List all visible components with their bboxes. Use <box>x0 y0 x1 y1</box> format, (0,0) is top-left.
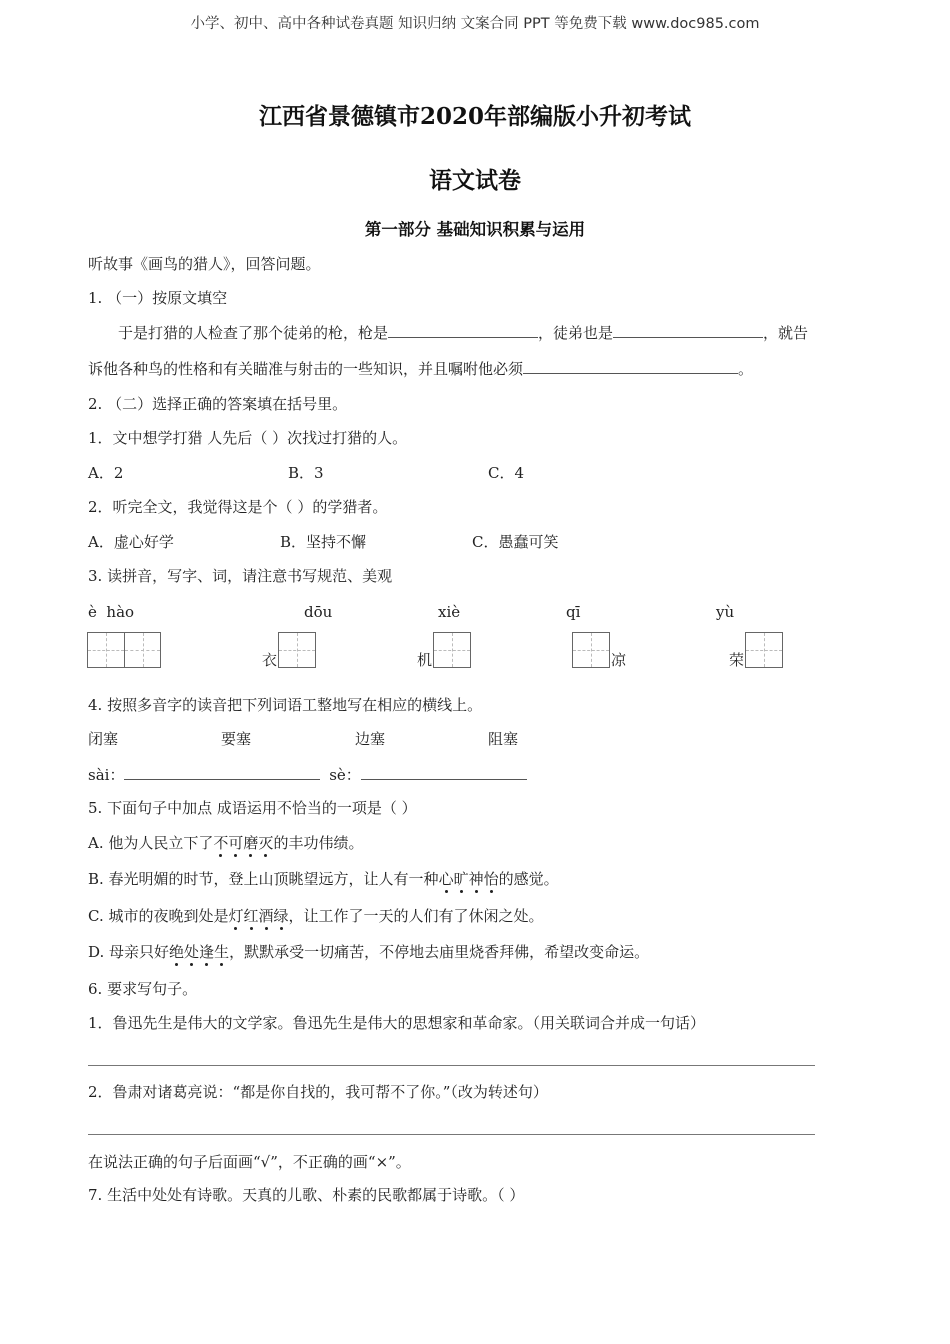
dotted-char: 不 <box>213 834 229 852</box>
given-char: 凉 <box>611 651 627 669</box>
writing-grid[interactable] <box>87 632 161 668</box>
se-blank[interactable] <box>361 764 527 780</box>
q5-option-a[interactable] <box>88 833 363 853</box>
q1-blank-2[interactable] <box>613 322 763 338</box>
q1-text: 于是打猎的人检查了那个徒弟的枪，枪是 <box>118 324 389 342</box>
given-char: 衣 <box>262 651 278 669</box>
page-header-banner: 小学、初中、高中各种试卷真题 知识归纳 文案合同 PPT 等免费下载 www.doc985.com <box>190 16 760 32</box>
q2-sub1-option-a[interactable]: A．2 <box>88 464 124 482</box>
exam-title: 江西省景德镇市2020年部编版小升初考试 <box>258 103 691 130</box>
option-text: B. 春光明媚的时节，登上山顶眺望远方，让人有一种 <box>88 870 439 888</box>
dotted-char: 磨 <box>243 834 259 852</box>
polyphone-word: 阻塞 <box>488 730 519 748</box>
story-intro: 听故事《画鸟的猎人》，回答问题。 <box>88 255 321 273</box>
q4-heading: 4. 按照多音字的读音把下列词语工整地写在相应的横线上。 <box>88 696 483 714</box>
q2-sub1: 1．文中想学打猎 人先后（ ）次找过打猎的人。 <box>88 429 408 447</box>
pinyin-label: yù <box>716 603 735 621</box>
q1-blank-3[interactable] <box>523 358 738 374</box>
q5-option-b[interactable] <box>88 869 559 889</box>
writing-grid[interactable] <box>278 632 316 668</box>
dotted-char: 生 <box>214 943 230 961</box>
option-text: 的感觉。 <box>498 870 559 888</box>
option-text: A. 他为人民立下了 <box>88 834 214 852</box>
q1-paragraph-line1 <box>118 322 808 343</box>
q5-option-d[interactable] <box>88 942 649 962</box>
sai-answer-row <box>88 764 527 785</box>
q6-heading: 6. 要求写句子。 <box>88 980 198 998</box>
q5-heading: 5. 下面句子中加点 成语运用不恰当的一项是（ ） <box>88 799 417 817</box>
dotted-char: 逢 <box>199 943 215 961</box>
dotted-idiom <box>213 834 273 852</box>
q2-sub2-option-c[interactable]: C．愚蠢可笑 <box>472 533 559 551</box>
answer-line[interactable] <box>88 1134 815 1135</box>
q6-sub2: 2．鲁肃对诸葛亮说：“都是你自找的，我可帮不了你。”（改为转述句） <box>88 1083 548 1101</box>
dotted-char: 处 <box>184 943 200 961</box>
dotted-char: 怡 <box>483 870 499 888</box>
q1-paragraph-line2 <box>88 358 753 379</box>
part-heading: 第一部分 基础知识积累与运用 <box>364 220 586 239</box>
pinyin-label: qī <box>566 603 581 621</box>
q2-heading: 2. （二）选择正确的答案填在括号里。 <box>88 395 348 413</box>
q6-sub1: 1．鲁迅先生是伟大的文学家。鲁迅先生是伟大的思想家和革命家。（用关联词合并成一句话） <box>88 1014 706 1032</box>
option-text: ，默默承受一切痛苦，不停地去庙里烧香拜佛，希望改变命运。 <box>229 943 650 961</box>
q2-sub1-option-c[interactable]: C．4 <box>488 464 525 482</box>
q1-text: ，就告 <box>763 324 809 342</box>
given-char: 机 <box>417 651 433 669</box>
sai-label: sài： <box>88 766 125 784</box>
se-label: sè： <box>329 766 361 784</box>
dotted-idiom <box>169 943 229 961</box>
q1-heading: 1. （一）按原文填空 <box>88 289 228 307</box>
dotted-idiom <box>228 907 288 925</box>
polyphone-word: 闭塞 <box>88 730 119 748</box>
option-text: C. 城市的夜晚到处是 <box>88 907 229 925</box>
q1-text: 诉他各种鸟的性格和有关瞄准与射击的一些知识，并且嘱咐他必须 <box>88 360 524 378</box>
dotted-idiom <box>439 870 499 888</box>
q1-text: ，徒弟也是 <box>538 324 614 342</box>
exam-subtitle: 语文试卷 <box>429 167 521 194</box>
option-text: D. 母亲只好 <box>88 943 170 961</box>
dotted-char: 酒 <box>258 907 274 925</box>
writing-grid[interactable] <box>572 632 610 668</box>
dotted-char: 神 <box>468 870 484 888</box>
dotted-char: 可 <box>228 834 244 852</box>
q2-sub1-option-b[interactable]: B．3 <box>288 464 324 482</box>
writing-grid[interactable] <box>433 632 471 668</box>
judge-instructions: 在说法正确的句子后面画“√”，不正确的画“×”。 <box>88 1153 411 1171</box>
polyphone-word: 要塞 <box>221 730 252 748</box>
polyphone-word: 边塞 <box>355 730 386 748</box>
pinyin-label: è hào <box>88 603 135 621</box>
q1-text: 。 <box>738 360 754 378</box>
dotted-char: 灯 <box>228 907 244 925</box>
dotted-char: 绿 <box>273 907 289 925</box>
writing-grid[interactable] <box>745 632 783 668</box>
q2-sub2-option-b[interactable]: B．坚持不懈 <box>280 533 367 551</box>
dotted-char: 红 <box>243 907 259 925</box>
q5-option-c[interactable] <box>88 906 544 926</box>
dotted-char: 旷 <box>453 870 469 888</box>
q7-statement: 7. 生活中处处有诗歌。天真的儿歌、朴素的民歌都属于诗歌。（ ） <box>88 1186 525 1204</box>
dotted-char: 心 <box>438 870 454 888</box>
option-text: ，让工作了一天的人们有了休闲之处。 <box>288 907 544 925</box>
pinyin-label: xiè <box>438 603 461 621</box>
q1-blank-1[interactable] <box>388 322 538 338</box>
dotted-char: 绝 <box>169 943 185 961</box>
dotted-char: 灭 <box>258 834 274 852</box>
q3-heading: 3. 读拼音，写字、词，请注意书写规范、美观 <box>88 567 393 585</box>
q2-sub2-option-a[interactable]: A．虚心好学 <box>88 533 174 551</box>
sai-blank[interactable] <box>124 764 320 780</box>
option-text: 的丰功伟绩。 <box>273 834 364 852</box>
pinyin-label: dōu <box>304 603 333 621</box>
q2-sub2: 2．听完全文，我觉得这是个（ ）的学猎者。 <box>88 498 388 516</box>
answer-line[interactable] <box>88 1065 815 1066</box>
given-char: 荣 <box>729 651 745 669</box>
